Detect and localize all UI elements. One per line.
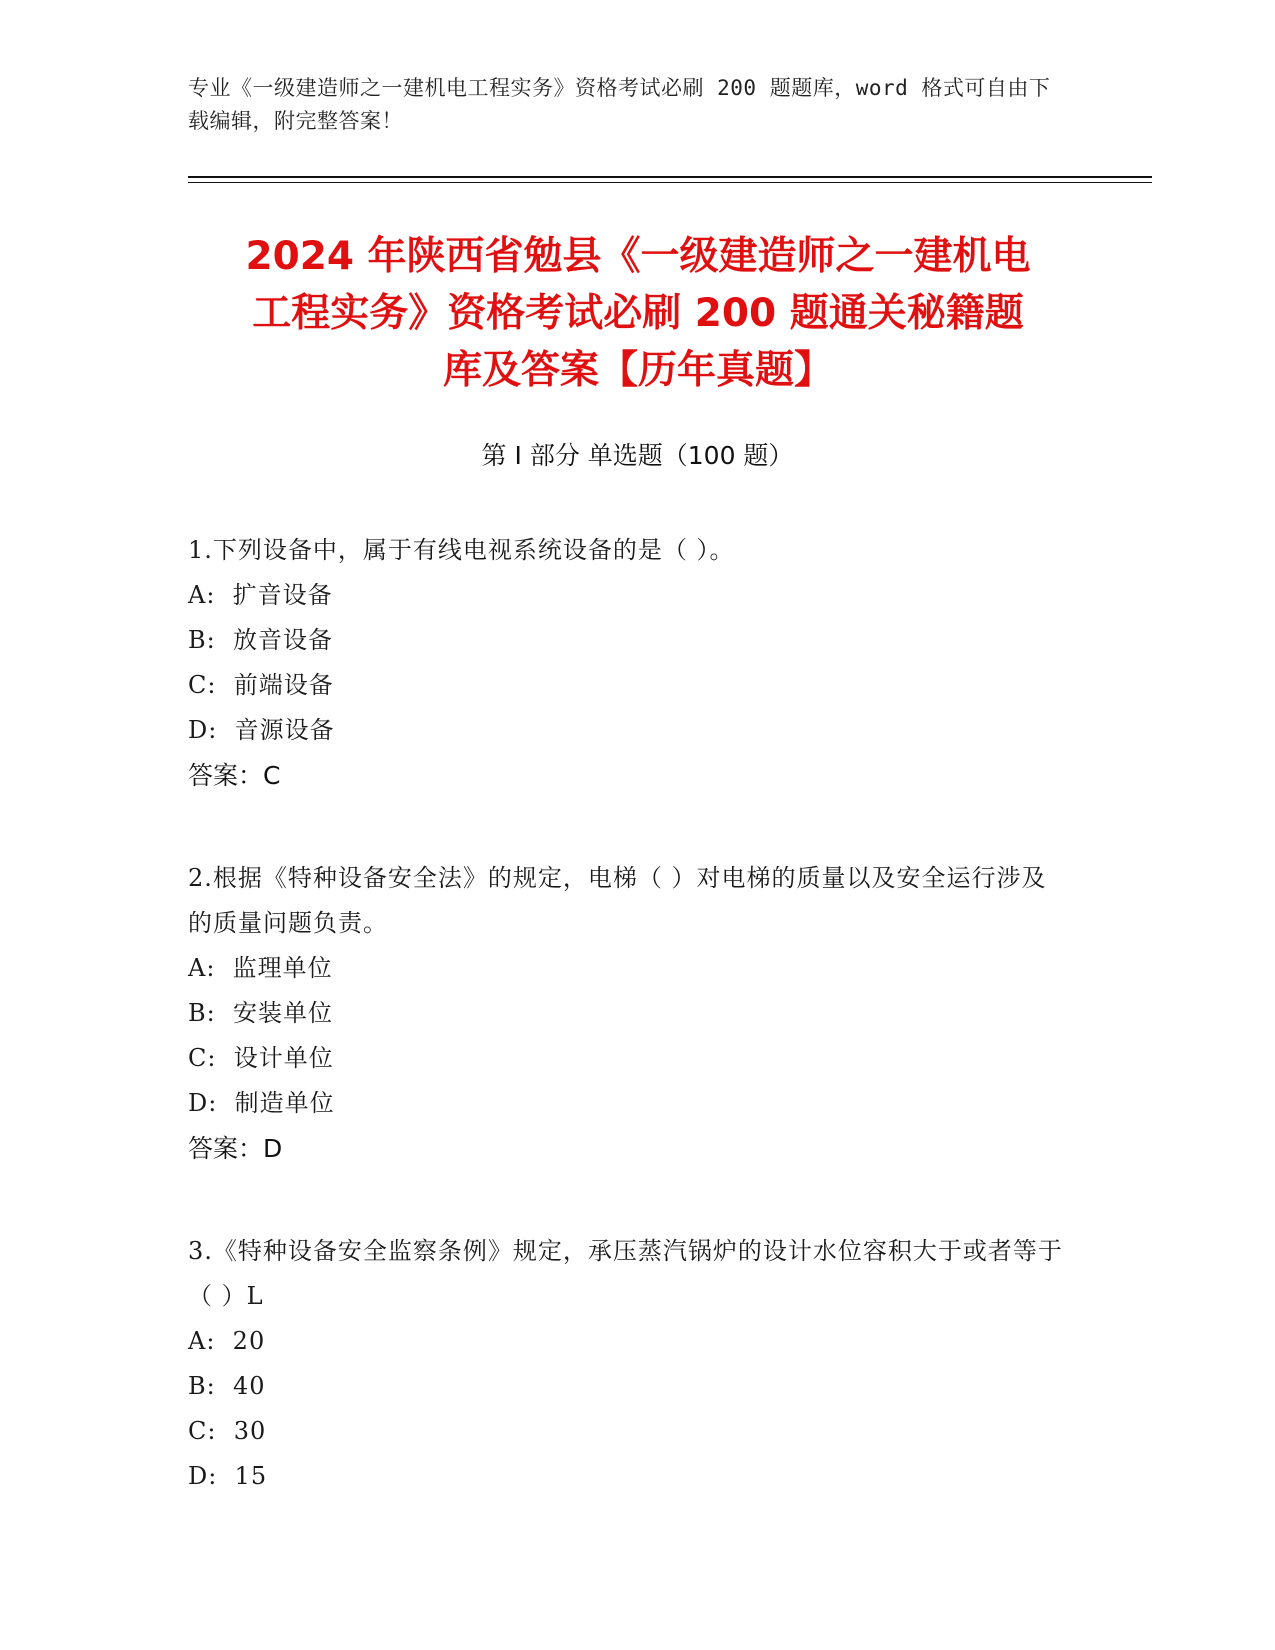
question-3 — [188, 1229, 1068, 1499]
option-d: D: 音源设备 — [188, 716, 335, 744]
title-line-2: 工程实务》资格考试必刷 200 题通关秘籍题 — [252, 291, 1024, 336]
question-stem: 2.根据《特种设备安全法》的规定，电梯（ ）对电梯的质量以及安全运行涉及的质量问题负责。 — [188, 864, 1047, 937]
section-heading: 第 I 部分 单选题（100 题） — [481, 441, 794, 470]
title-line-1: 2024 年陕西省勉县《一级建造师之一建机电 — [245, 234, 1031, 279]
option-c: C: 30 — [188, 1417, 267, 1445]
question-stem: 3.《特种设备安全监察条例》规定，承压蒸汽锅炉的设计水位容积大于或者等于（ ）L — [188, 1237, 1063, 1310]
title-line-3: 库及答案【历年真题】 — [442, 348, 833, 393]
option-c: C: 前端设备 — [188, 671, 334, 699]
question-list — [188, 528, 1068, 1557]
document-title — [178, 228, 1098, 399]
option-b: B: 40 — [188, 1372, 266, 1400]
option-a: A: 扩音设备 — [188, 581, 333, 609]
question-2 — [188, 856, 1068, 1171]
option-c: C: 设计单位 — [188, 1044, 334, 1072]
option-a: A: 20 — [188, 1327, 266, 1355]
option-a: A: 监理单位 — [188, 954, 333, 982]
option-b: B: 放音设备 — [188, 626, 333, 654]
header-rule-thin — [188, 182, 1152, 183]
option-b: B: 安装单位 — [188, 999, 333, 1027]
question-1 — [188, 528, 1068, 798]
option-d: D: 制造单位 — [188, 1089, 335, 1117]
answer: 答案：D — [188, 1134, 283, 1163]
option-d: D: 15 — [188, 1462, 268, 1490]
question-stem: 1.下列设备中，属于有线电视系统设备的是（ ）。 — [188, 536, 735, 564]
answer: 答案：C — [188, 761, 281, 790]
header-note: 专业《一级建造师之一建机电工程实务》资格考试必刷 200 题题库，word 格式可自由下载编辑，附完整答案！ — [188, 76, 1051, 133]
header-rule-thick — [188, 176, 1152, 178]
